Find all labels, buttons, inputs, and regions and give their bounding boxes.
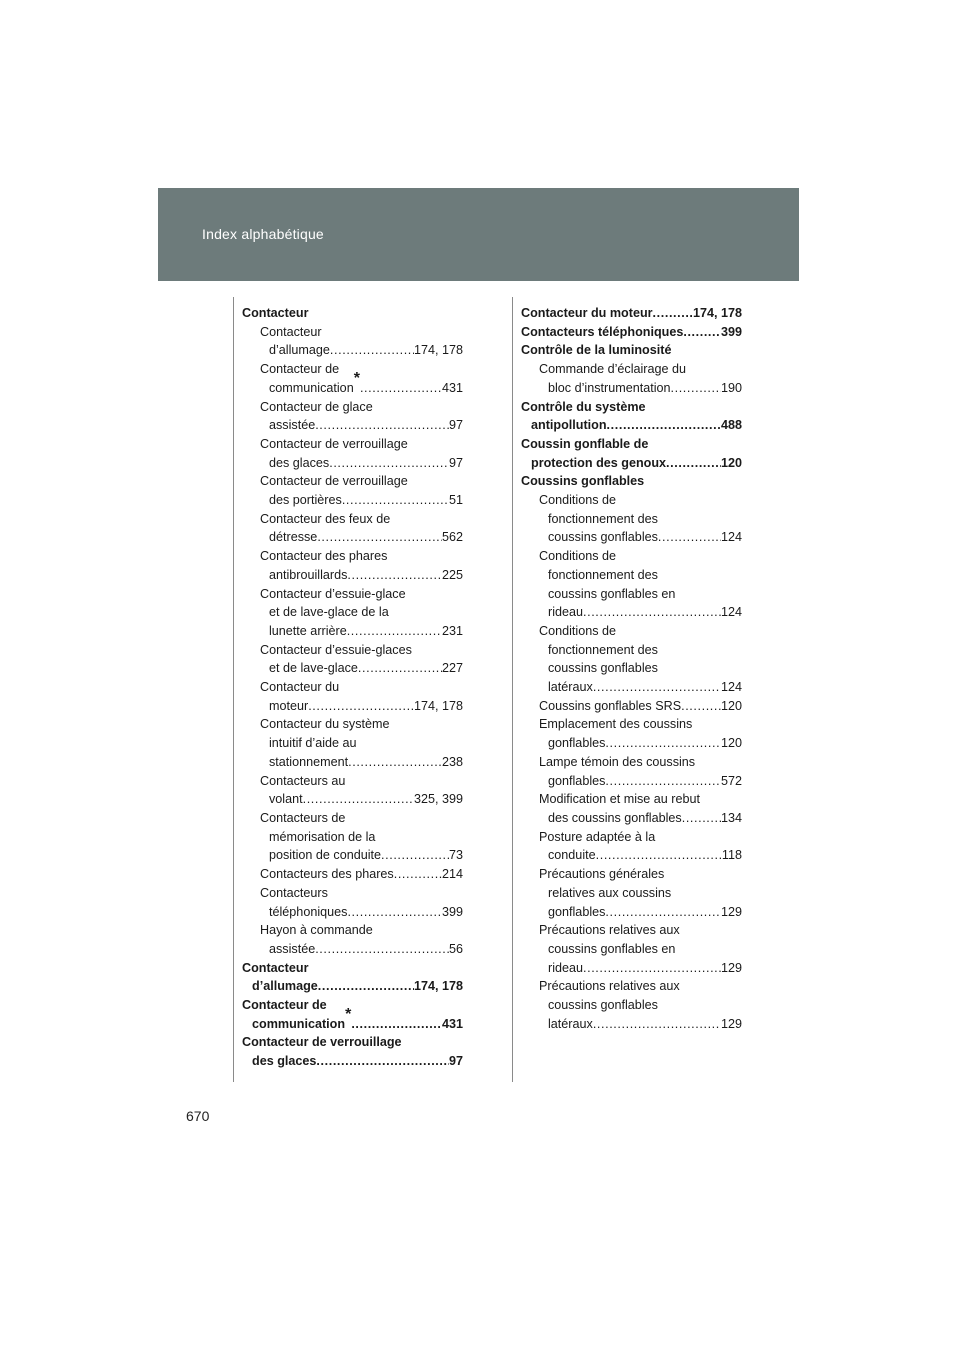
index-subentry xyxy=(242,323,463,360)
page-reference: 134 xyxy=(720,810,742,825)
leader-dots xyxy=(330,341,414,360)
page-reference: 562 xyxy=(441,530,463,545)
index-subentry xyxy=(242,678,463,715)
page-reference: 118 xyxy=(721,848,742,863)
page-reference: 97 xyxy=(448,455,463,470)
entry-text: coussins gonflables en xyxy=(548,941,676,956)
asterisk-icon: * xyxy=(353,369,360,387)
entry-text: antipollution xyxy=(531,418,607,433)
page-reference: 399 xyxy=(441,904,463,919)
entry-text: Conditions de xyxy=(539,549,617,564)
section-title: Index alphabétique xyxy=(202,226,324,242)
entry-text: des glaces xyxy=(269,455,330,470)
leader-dots xyxy=(671,379,721,398)
entry-text: Contacteur xyxy=(260,324,322,339)
index-subentry xyxy=(521,697,742,716)
index-subentry xyxy=(242,398,463,435)
leader-dots xyxy=(317,528,442,547)
page-reference: 129 xyxy=(720,960,742,975)
leader-dots xyxy=(605,903,721,922)
entry-text: lunette arrière xyxy=(269,623,347,638)
leader-dots xyxy=(329,454,449,473)
page-reference: 129 xyxy=(720,1016,742,1031)
entry-text: protection des genoux xyxy=(531,455,667,470)
entry-text: Coussins gonflables SRS xyxy=(539,698,682,713)
page-reference: 124 xyxy=(720,680,742,695)
entry-text: Contacteur de xyxy=(242,998,327,1013)
entry-text: Contrôle du système xyxy=(521,399,646,414)
entry-text: Commande d’éclairage du xyxy=(539,362,687,377)
index-subentry xyxy=(242,884,463,921)
index-subentry xyxy=(242,772,463,809)
index-subentry xyxy=(242,435,463,472)
leader-dots xyxy=(342,491,449,510)
entry-text: Contacteur des phares xyxy=(260,549,388,564)
entry-text: Conditions de xyxy=(539,493,617,508)
index-entry xyxy=(521,304,742,323)
entry-text: Contacteur du système xyxy=(260,717,390,732)
leader-dots xyxy=(308,697,414,716)
index-subentry xyxy=(242,360,463,397)
index-subentry xyxy=(521,360,742,397)
entry-text: d’allumage xyxy=(269,343,330,358)
entry-text: Contacteurs des phares xyxy=(260,867,394,882)
entry-text: conduite xyxy=(548,848,596,863)
index-entry xyxy=(242,1033,463,1070)
leader-dots xyxy=(607,416,721,435)
entry-text: Précautions générales xyxy=(539,867,665,882)
entry-text: Modification et mise au rebut xyxy=(539,792,701,807)
index-entry xyxy=(521,323,742,342)
index-column-right xyxy=(521,304,742,1033)
leader-dots xyxy=(605,734,721,753)
leader-dots xyxy=(593,678,721,697)
page-reference: 174, 178 xyxy=(413,343,463,358)
entry-text: mémorisation de la xyxy=(269,829,376,844)
entry-text: Contacteur xyxy=(242,306,309,320)
index-subentry xyxy=(521,547,742,622)
index-subentry xyxy=(242,715,463,771)
index-column-left xyxy=(242,304,463,1071)
entry-text: Contacteur d’essuie-glaces xyxy=(260,642,412,657)
entry-text: des coussins gonflables xyxy=(548,810,682,825)
entry-text: fonctionnement des xyxy=(548,511,658,526)
leader-dots xyxy=(666,454,721,473)
page-reference: 124 xyxy=(720,530,742,545)
leader-dots xyxy=(347,566,442,585)
leader-dots xyxy=(394,865,442,884)
page-reference: 488 xyxy=(720,418,742,433)
leader-dots xyxy=(681,697,721,716)
page-reference: 174, 178 xyxy=(413,698,463,713)
page-reference: 73 xyxy=(448,848,463,863)
leader-dots xyxy=(347,903,442,922)
entry-text: Contacteurs au xyxy=(260,773,346,788)
index-subentry xyxy=(242,472,463,509)
entry-text: coussins gonflables xyxy=(548,998,658,1013)
page-reference: 572 xyxy=(720,773,742,788)
entry-text: communication xyxy=(269,380,354,395)
index-subentry xyxy=(242,547,463,584)
entry-text: bloc d’instrumentation xyxy=(548,380,671,395)
index-entry xyxy=(521,472,742,491)
index-subentry xyxy=(521,622,742,697)
page-reference: 129 xyxy=(720,904,742,919)
index-subentry xyxy=(242,585,463,641)
index-subentry xyxy=(521,715,742,752)
leader-dots xyxy=(583,603,721,622)
page-reference: 124 xyxy=(720,605,742,620)
entry-text: rideau xyxy=(548,960,584,975)
entry-text: d’allumage xyxy=(252,979,318,994)
leader-dots xyxy=(593,1015,721,1034)
entry-text: Lampe témoin des coussins xyxy=(539,754,696,769)
leader-dots xyxy=(316,1052,449,1071)
leader-dots xyxy=(683,323,721,342)
page-reference: 399 xyxy=(720,324,742,339)
index-subentry xyxy=(242,921,463,958)
entry-text: relatives aux coussins xyxy=(548,885,672,900)
page-reference: 190 xyxy=(720,380,742,395)
entry-text: Contrôle de la luminosité xyxy=(521,343,672,358)
index-subentry xyxy=(521,977,742,1033)
entry-text: Contacteur de glace xyxy=(260,399,373,414)
page-reference: 174, 178 xyxy=(413,979,463,994)
page-reference: 325, 399 xyxy=(413,792,463,807)
leader-dots xyxy=(351,1015,442,1034)
index-entry xyxy=(521,398,742,435)
entry-text: communication xyxy=(252,1016,346,1031)
entry-text: Précautions relatives aux xyxy=(539,979,680,994)
entry-text: des portières xyxy=(269,493,342,508)
entry-text: intuitif d’aide au xyxy=(269,736,357,751)
index-subentry xyxy=(242,865,463,884)
page-reference: 120 xyxy=(720,736,742,751)
left-column-rule xyxy=(233,297,234,1082)
entry-text: gonflables xyxy=(548,773,606,788)
index-subentry xyxy=(521,753,742,790)
leader-dots xyxy=(318,977,414,996)
entry-text: Contacteurs de xyxy=(260,810,346,825)
page-reference: 120 xyxy=(720,455,742,470)
entry-text: Contacteur du moteur xyxy=(521,306,653,320)
entry-text: et de lave-glace xyxy=(269,661,358,676)
index-subentry xyxy=(242,641,463,678)
entry-text: Contacteur xyxy=(242,960,309,975)
entry-text: latéraux xyxy=(548,1016,593,1031)
entry-text: coussins gonflables en xyxy=(548,586,676,601)
entry-text: rideau xyxy=(548,605,584,620)
entry-text: et de lave-glace de la xyxy=(269,605,389,620)
page-reference: 238 xyxy=(441,754,463,769)
entry-text: fonctionnement des xyxy=(548,642,658,657)
leader-dots xyxy=(653,304,693,323)
entry-text: volant xyxy=(269,792,303,807)
entry-text: coussins gonflables xyxy=(548,530,658,545)
leader-dots xyxy=(360,379,442,398)
page-reference: 214 xyxy=(441,867,463,882)
entry-text: gonflables xyxy=(548,736,606,751)
index-subentry xyxy=(521,865,742,921)
entry-text: antibrouillards xyxy=(269,567,348,582)
page-reference: 120 xyxy=(720,698,742,713)
page-reference: 174, 178 xyxy=(692,306,742,320)
page-reference: 231 xyxy=(441,623,463,638)
leader-dots xyxy=(315,416,449,435)
leader-dots xyxy=(658,528,721,547)
header-band xyxy=(158,188,799,281)
leader-dots xyxy=(381,846,449,865)
asterisk-icon: * xyxy=(345,1005,352,1023)
index-entry xyxy=(521,435,742,472)
entry-text: assistée xyxy=(269,418,316,433)
entry-text: Coussin gonflable de xyxy=(521,436,649,451)
page-reference: 97 xyxy=(448,1054,463,1069)
entry-text: moteur xyxy=(269,698,309,713)
entry-text: Contacteurs xyxy=(260,885,328,900)
index-subentry xyxy=(242,809,463,865)
entry-text: Posture adaptée à la xyxy=(539,829,656,844)
page-reference: 431 xyxy=(441,380,463,395)
entry-text: coussins gonflables xyxy=(548,661,658,676)
entry-text: détresse xyxy=(269,530,318,545)
leader-dots xyxy=(303,790,414,809)
entry-text: téléphoniques xyxy=(269,904,348,919)
leader-dots xyxy=(605,772,721,791)
entry-text: Contacteur du xyxy=(260,680,340,695)
page-reference: 51 xyxy=(448,493,463,508)
leader-dots xyxy=(347,622,442,641)
page-reference: 227 xyxy=(441,661,463,676)
page-reference: 97 xyxy=(448,418,463,433)
entry-text: Contacteurs téléphoniques xyxy=(521,324,684,339)
entry-text: Précautions relatives aux xyxy=(539,923,680,938)
leader-dots xyxy=(358,659,442,678)
entry-text: Contacteur de verrouillage xyxy=(242,1035,402,1050)
right-column-rule xyxy=(512,297,513,1082)
page-reference: 56 xyxy=(448,941,463,956)
leader-dots xyxy=(682,809,721,828)
entry-text: Emplacement des coussins xyxy=(539,717,693,732)
entry-text: Contacteur de xyxy=(260,362,340,377)
page-reference: 431 xyxy=(441,1016,463,1031)
entry-text: Hayon à commande xyxy=(260,923,373,938)
entry-text: latéraux xyxy=(548,680,593,695)
entry-text: Contacteur d’essuie-glace xyxy=(260,586,406,601)
leader-dots xyxy=(583,959,721,978)
index-entry xyxy=(242,304,463,323)
entry-text: Contacteur des feux de xyxy=(260,511,391,526)
entry-text: stationnement xyxy=(269,754,349,769)
leader-dots xyxy=(315,940,449,959)
leader-dots xyxy=(596,846,722,865)
entry-text: Contacteur de verrouillage xyxy=(260,474,408,489)
page-reference: 225 xyxy=(441,567,463,582)
index-entry xyxy=(242,959,463,996)
entry-text: Conditions de xyxy=(539,623,617,638)
entry-text: assistée xyxy=(269,941,316,956)
entry-text: gonflables xyxy=(548,904,606,919)
entry-text: des glaces xyxy=(252,1054,317,1069)
index-subentry xyxy=(521,790,742,827)
entry-text: Coussins gonflables xyxy=(521,474,645,489)
index-subentry xyxy=(521,828,742,865)
index-subentry xyxy=(521,491,742,547)
index-entry xyxy=(242,996,463,1033)
entry-text: Contacteur de verrouillage xyxy=(260,436,408,451)
index-subentry xyxy=(242,510,463,547)
page-number: 670 xyxy=(186,1108,210,1124)
leader-dots xyxy=(348,753,442,772)
entry-text: fonctionnement des xyxy=(548,567,658,582)
index-entry xyxy=(521,341,742,360)
entry-text: position de conduite xyxy=(269,848,382,863)
index-subentry xyxy=(521,921,742,977)
